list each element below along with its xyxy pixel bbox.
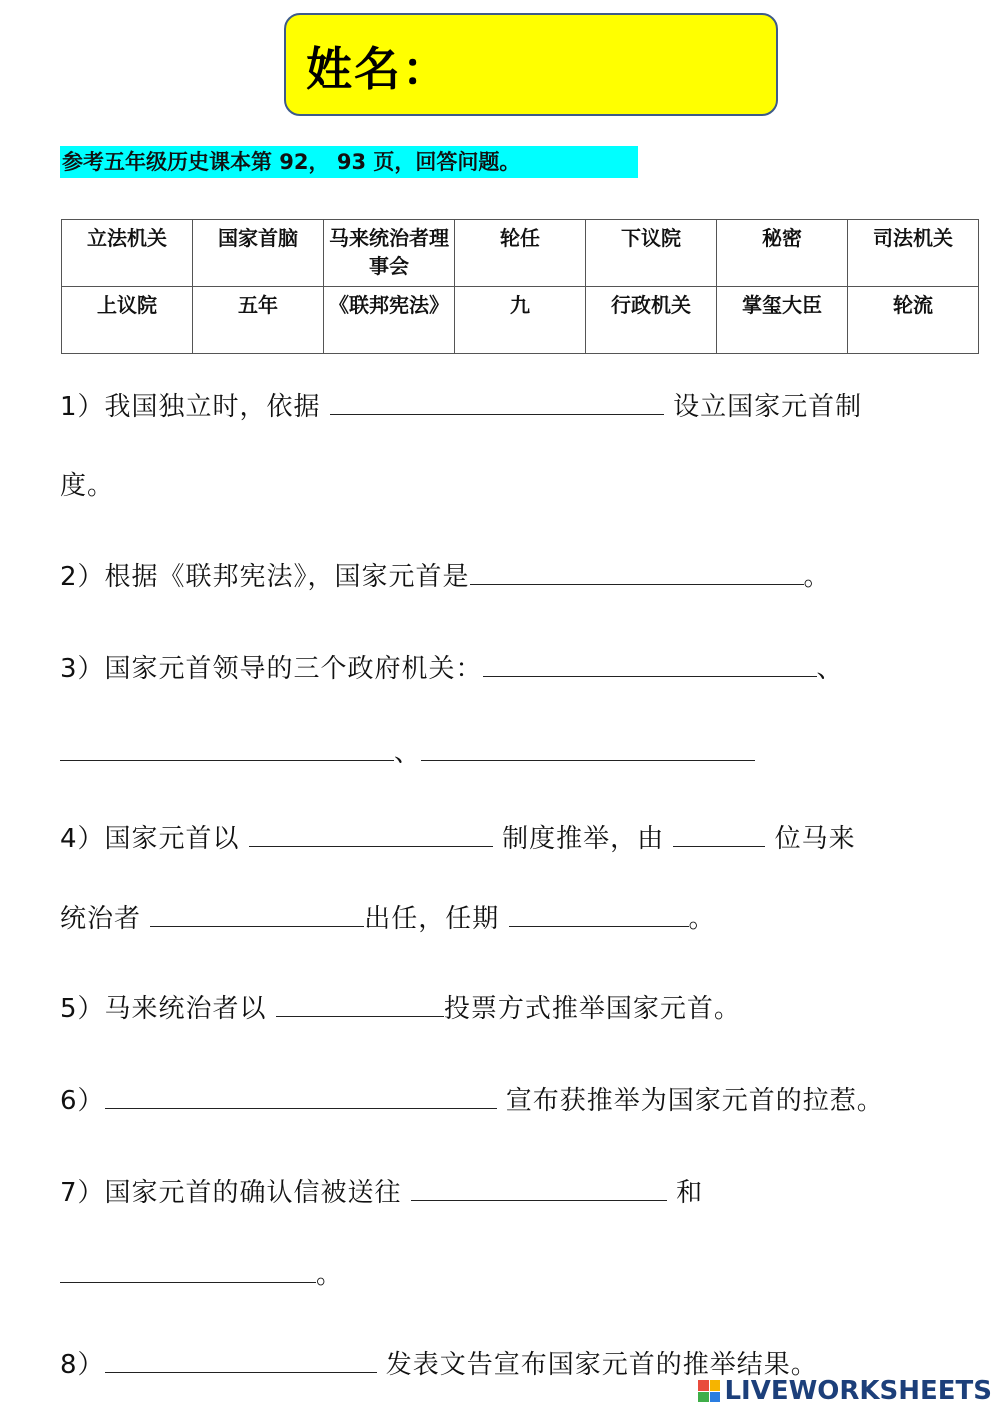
logo-square bbox=[698, 1380, 709, 1391]
word-cell: 《联邦宪法》 bbox=[324, 287, 455, 354]
answer-blank-5[interactable] bbox=[276, 988, 444, 1017]
word-cell: 国家首脑 bbox=[193, 220, 324, 287]
word-cell: 下议院 bbox=[586, 220, 717, 287]
question-7-cont: 。 bbox=[60, 1254, 343, 1293]
question-4: 4）国家元首以 制度推举，由 位马来 bbox=[60, 818, 856, 857]
answer-blank-4b[interactable] bbox=[673, 818, 765, 847]
word-cell: 马来统治者理事会 bbox=[324, 220, 455, 287]
word-cell: 掌玺大臣 bbox=[717, 287, 848, 354]
answer-blank-6[interactable] bbox=[105, 1080, 497, 1109]
word-cell: 司法机关 bbox=[848, 220, 979, 287]
word-bank-row bbox=[62, 287, 979, 354]
answer-blank-2[interactable] bbox=[470, 556, 804, 585]
question-6: 6） 宣布获推举为国家元首的拉惹。 bbox=[60, 1080, 884, 1119]
question-8: 8） 发表文告宣布国家元首的推举结果。 bbox=[60, 1344, 818, 1383]
answer-blank-7b[interactable] bbox=[60, 1254, 316, 1283]
question-3: 3）国家元首领导的三个政府机关： 、 bbox=[60, 648, 844, 687]
question-1-cont: 度。 bbox=[60, 471, 115, 501]
word-bank-row bbox=[62, 220, 979, 287]
answer-blank-4a[interactable] bbox=[249, 818, 493, 847]
word-cell: 五年 bbox=[193, 287, 324, 354]
liveworksheets-logo-icon bbox=[698, 1380, 720, 1402]
liveworksheets-watermark bbox=[698, 1373, 992, 1409]
word-cell: 九 bbox=[455, 287, 586, 354]
word-cell: 上议院 bbox=[62, 287, 193, 354]
name-label: 姓名： bbox=[306, 42, 450, 96]
word-cell: 轮任 bbox=[455, 220, 586, 287]
answer-blank-1[interactable] bbox=[330, 386, 664, 415]
word-cell: 行政机关 bbox=[586, 287, 717, 354]
question-2: 2）根据《联邦宪法》，国家元首是 。 bbox=[60, 556, 831, 595]
question-7: 7）国家元首的确认信被送往 和 bbox=[60, 1172, 703, 1211]
instruction-text: 参考五年级历史课本第 92， 93 页，回答问题。 bbox=[60, 146, 638, 178]
answer-blank-3c[interactable] bbox=[421, 732, 755, 761]
logo-square bbox=[698, 1392, 709, 1403]
word-bank-table bbox=[61, 219, 979, 354]
word-cell: 立法机关 bbox=[62, 220, 193, 287]
name-field-box[interactable] bbox=[284, 13, 778, 116]
answer-blank-4c[interactable] bbox=[150, 898, 364, 927]
answer-blank-3b[interactable] bbox=[60, 732, 394, 761]
word-cell: 秘密 bbox=[717, 220, 848, 287]
answer-blank-4d[interactable] bbox=[509, 898, 689, 927]
logo-square bbox=[710, 1380, 721, 1391]
logo-square bbox=[710, 1392, 721, 1403]
question-1: 1）我国独立时，依据 设立国家元首制 bbox=[60, 386, 862, 425]
answer-blank-8[interactable] bbox=[105, 1344, 377, 1373]
question-4-cont: 统治者 出任，任期 。 bbox=[60, 898, 716, 937]
question-3-cont: 、 bbox=[60, 732, 755, 771]
word-cell: 轮流 bbox=[848, 287, 979, 354]
answer-blank-7a[interactable] bbox=[411, 1172, 667, 1201]
watermark-text: LIVEWORKSHEETS bbox=[724, 1376, 992, 1406]
question-5: 5）马来统治者以 投票方式推举国家元首。 bbox=[60, 988, 741, 1027]
answer-blank-3a[interactable] bbox=[483, 648, 817, 677]
